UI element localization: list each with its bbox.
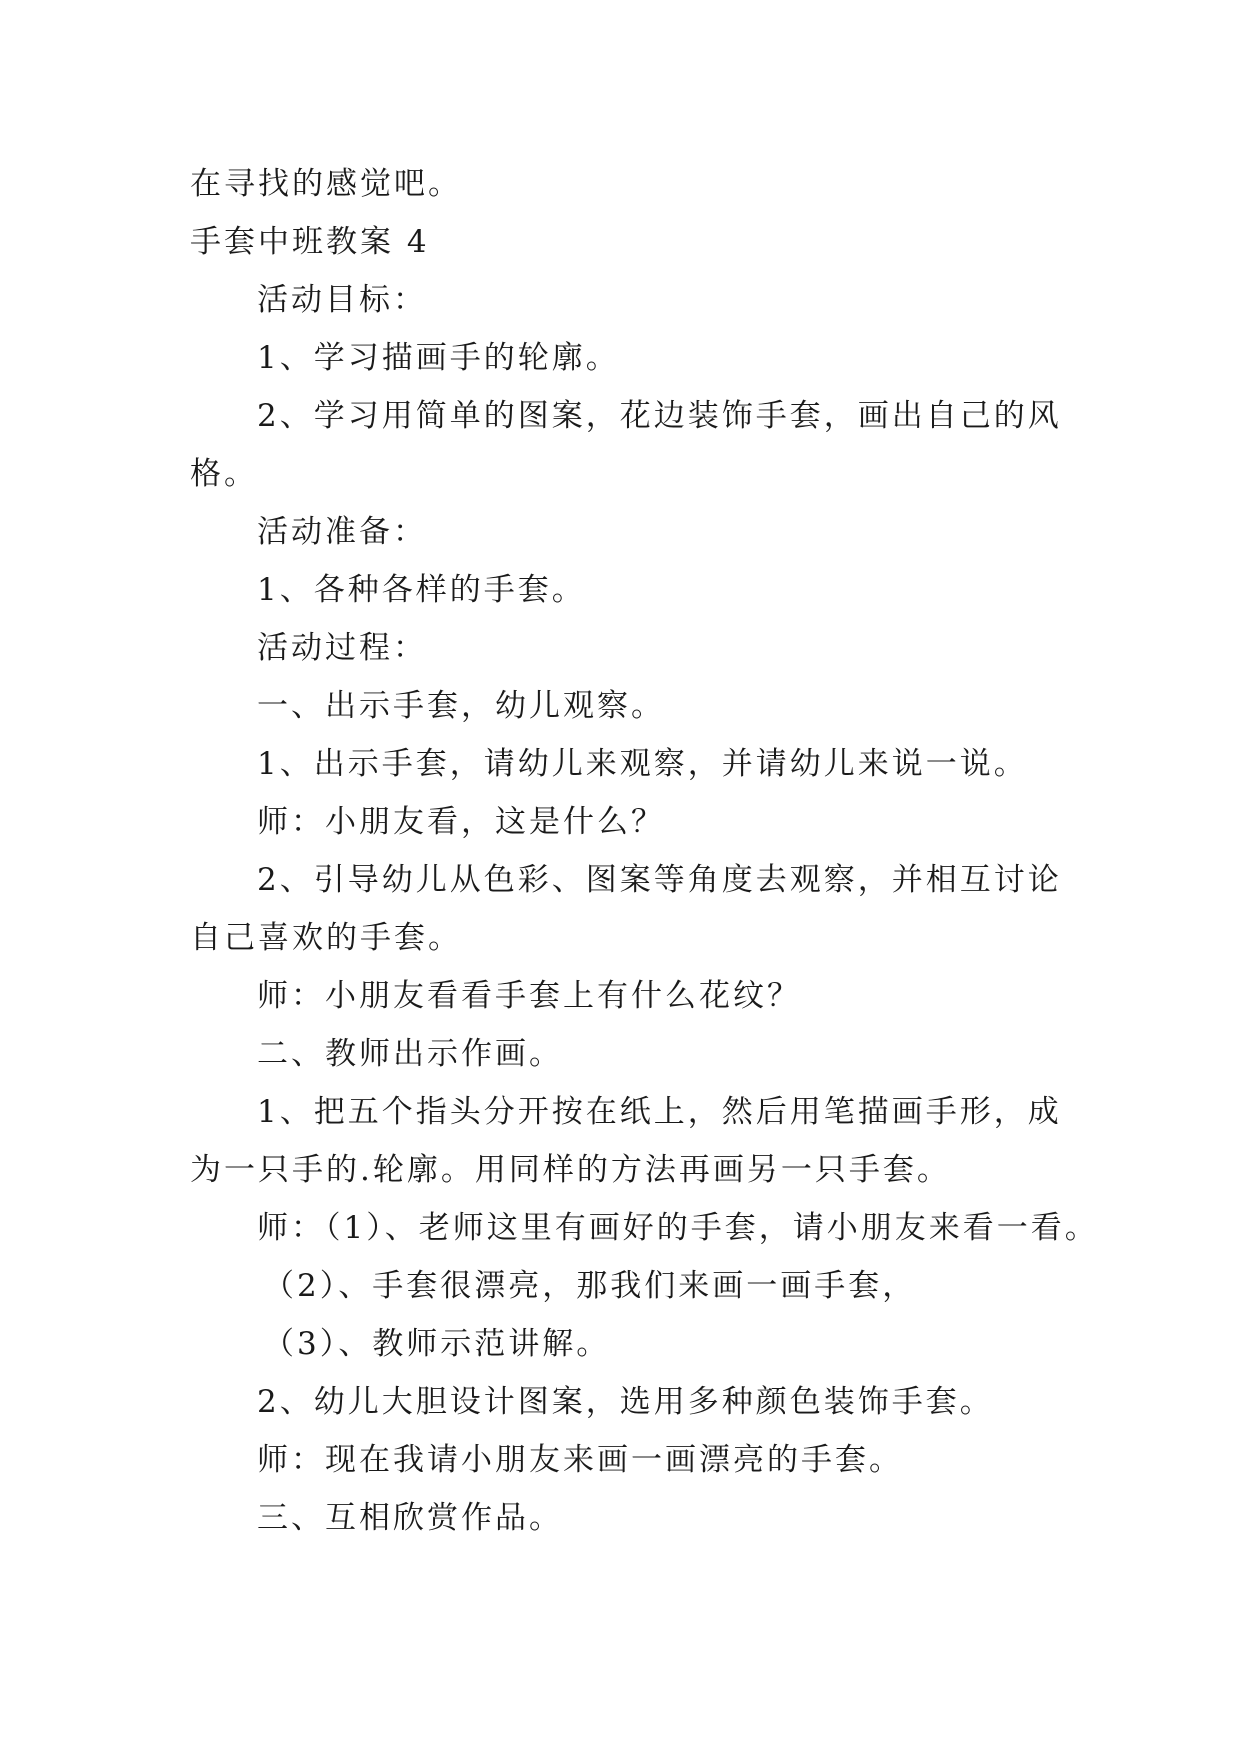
- text-line: 2、幼儿大胆设计图案，选用多种颜色装饰手套。: [257, 1384, 994, 1420]
- text-line: 1、学习描画手的轮廓。: [257, 340, 620, 376]
- text-line: 师：（1）、老师这里有画好的手套，请小朋友来看一看。: [257, 1210, 1099, 1246]
- text-line: 2、学习用简单的图案，花边装饰手套，画出自己的风: [257, 398, 1062, 434]
- text-line: 活动过程：: [257, 630, 427, 666]
- text-line: 一、出示手套，幼儿观察。: [257, 688, 665, 724]
- text-line: （3）、教师示范讲解。: [263, 1326, 611, 1362]
- text-line: 师：小朋友看，这是什么？: [257, 804, 665, 840]
- text-line: 三、互相欣赏作品。: [257, 1500, 563, 1536]
- text-line: （2）、手套很漂亮，那我们来画一画手套，: [263, 1268, 917, 1304]
- text-line: 1、出示手套，请幼儿来观察，并请幼儿来说一说。: [257, 746, 1028, 782]
- text-line: 师：现在我请小朋友来画一画漂亮的手套。: [257, 1442, 903, 1478]
- text-line: 活动目标：: [257, 282, 427, 318]
- text-line: 1、把五个指头分开按在纸上，然后用笔描画手形，成: [257, 1094, 1062, 1130]
- text-line: 自己喜欢的手套。: [190, 920, 462, 956]
- text-line: 格。: [190, 456, 258, 492]
- section-heading: 手套中班教案 4: [190, 224, 430, 260]
- text-line: 1、各种各样的手套。: [257, 572, 586, 608]
- text-line: 在寻找的感觉吧。: [190, 166, 462, 202]
- text-line: 师：小朋友看看手套上有什么花纹？: [257, 978, 801, 1014]
- text-line: 二、教师出示作画。: [257, 1036, 563, 1072]
- text-line: 为一只手的.轮廓。用同样的方法再画另一只手套。: [190, 1152, 951, 1188]
- text-line: 2、引导幼儿从色彩、图案等角度去观察，并相互讨论: [257, 862, 1062, 898]
- text-line: 活动准备：: [257, 514, 427, 550]
